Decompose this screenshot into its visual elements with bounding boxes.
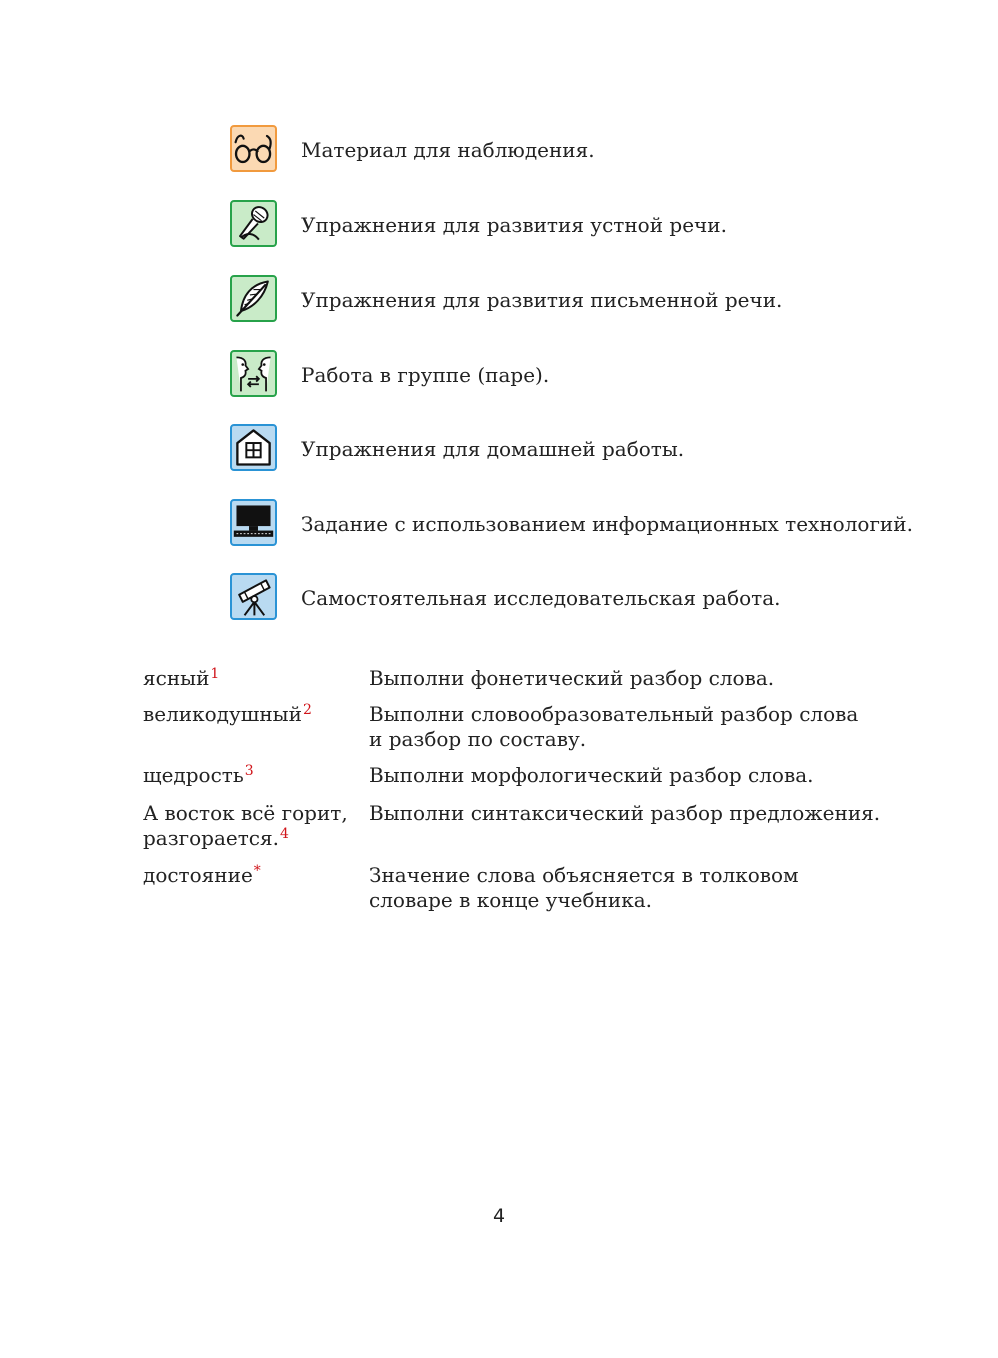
desc-line: Выполни морфологический разбор слова. <box>369 763 814 787</box>
legend-item-written-speech <box>230 275 930 327</box>
desc-line: и разбор по составу. <box>369 727 587 751</box>
legend-item-research <box>230 573 930 625</box>
microphone-icon <box>230 200 277 247</box>
example-word <box>143 702 365 727</box>
legend-label: Упражнения для развития письменной речи. <box>301 288 783 312</box>
telescope-icon <box>230 573 277 620</box>
example-desc <box>369 801 909 826</box>
legend-item-homework <box>230 424 930 476</box>
legend-item-oral-speech <box>230 200 930 252</box>
desc-line: Выполни синтаксический разбор предложения. <box>369 801 881 825</box>
footnote-mark: * <box>253 863 261 879</box>
footnote-mark: 3 <box>244 763 254 779</box>
legend-label: Самостоятельная исследовательская работа. <box>301 586 781 610</box>
word-text: разгорается. <box>143 826 279 850</box>
legend-item-it-task <box>230 499 930 551</box>
legend-item-group-work <box>230 350 930 402</box>
legend-label: Упражнения для развития устной речи. <box>301 213 727 237</box>
word-text: ясный <box>143 666 210 690</box>
group-pair-icon <box>230 350 277 397</box>
legend-label: Материал для наблюдения. <box>301 138 595 162</box>
computer-icon <box>230 499 277 546</box>
desc-line: Выполни словообразовательный разбор слова <box>369 702 859 726</box>
example-word <box>143 863 365 888</box>
word-text: великодушный <box>143 702 302 726</box>
word-text: достояние <box>143 863 253 887</box>
desc-line: Выполни фонетический разбор слова. <box>369 666 775 690</box>
feather-pen-icon <box>230 275 277 322</box>
footnote-mark: 4 <box>279 826 289 842</box>
word-text: щедрость <box>143 763 244 787</box>
footnote-mark: 2 <box>302 702 312 718</box>
example-word <box>143 666 365 691</box>
legend-label: Задание с использованием информационных технологий. <box>301 512 913 536</box>
example-word <box>143 801 365 851</box>
word-text: А восток всё горит, <box>143 801 348 825</box>
legend-label: Упражнения для домашней работы. <box>301 437 685 461</box>
example-word <box>143 763 365 788</box>
example-desc <box>369 666 909 691</box>
legend-label: Работа в группе (паре). <box>301 363 550 387</box>
legend-item-observation <box>230 125 930 177</box>
desc-line: Значение слова объясняется в толковом <box>369 863 799 887</box>
footnote-mark: 1 <box>210 666 220 682</box>
desc-line: словаре в конце учебника. <box>369 888 652 912</box>
example-desc <box>369 763 909 788</box>
glasses-icon <box>230 125 277 172</box>
house-icon <box>230 424 277 471</box>
example-desc <box>369 863 909 913</box>
page-number: 4 <box>492 1205 506 1227</box>
example-desc <box>369 702 909 752</box>
